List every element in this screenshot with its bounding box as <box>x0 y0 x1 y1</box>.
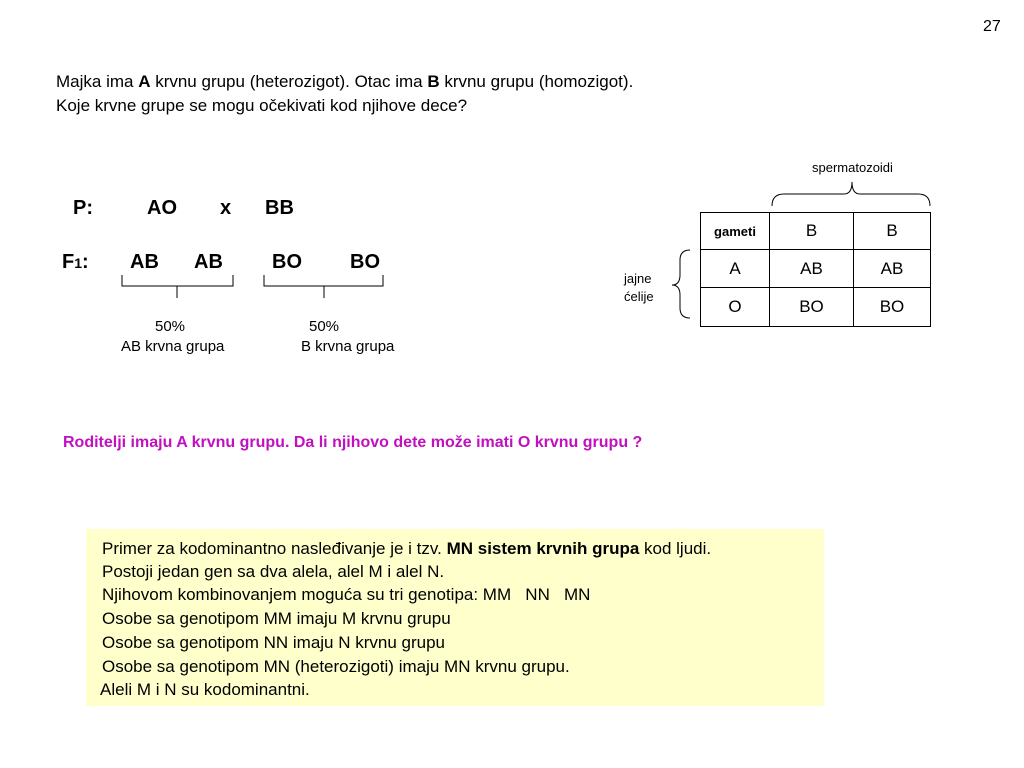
group1-percent: 50% <box>155 318 186 335</box>
info-line-1-part-2: kod ljudi. <box>639 539 712 558</box>
info-box <box>86 529 824 706</box>
offspring-4: BO <box>350 251 380 273</box>
question-part-2: krvnu grupu (heterozigot). Otac ima <box>150 72 428 91</box>
parent1-genotype: AO <box>147 197 177 219</box>
curly-brace-top <box>772 182 930 206</box>
info-line-6: Osobe sa genotipom MN (heterozigoti) imaju MN krvnu grupu. <box>102 657 570 676</box>
punnett-cell: AB <box>770 250 854 288</box>
mother-blood-group: A <box>138 72 151 91</box>
punnett-row <box>701 288 931 327</box>
p-label: P: <box>73 197 93 219</box>
info-line-1-part-1: Primer za kodominantno nasleđivanje je i tzv. <box>102 539 447 558</box>
punnett-cell: BO <box>770 288 854 327</box>
punnett-corner: gameti <box>701 213 770 250</box>
punnett-cell: AB <box>854 250 931 288</box>
punnett-row <box>701 250 931 288</box>
curly-brace-side <box>672 250 690 318</box>
follow-up-question: Roditelji imaju A krvnu grupu. Da li njihovo dete može imati O krvnu grupu ? <box>63 434 643 451</box>
question-line-2: Koje krvne grupe se mogu očekivati kod njihove dece? <box>56 96 468 115</box>
offspring-2: AB <box>194 251 223 273</box>
group1-label: AB krvna grupa <box>121 338 225 355</box>
offspring-1: AB <box>130 251 159 273</box>
info-line-1 <box>102 539 711 559</box>
punnett-row-header: A <box>701 250 770 288</box>
parent2-genotype: BB <box>265 197 294 219</box>
father-blood-group: B <box>427 72 440 91</box>
info-line-5: Osobe sa genotipom NN imaju N krvnu grupu <box>102 633 445 652</box>
cross-symbol: x <box>220 197 232 219</box>
offspring-3: BO <box>272 251 302 273</box>
info-line-7: Aleli M i N su kodominantni. <box>100 680 310 699</box>
punnett-header-row <box>701 213 931 250</box>
bracket-group-1 <box>122 275 233 298</box>
punnett-cell: BO <box>854 288 931 327</box>
info-line-2: Postoji jedan gen sa dva alela, alel M i alel N. <box>102 562 445 581</box>
egg-cells-label-line-1: jajne <box>624 271 652 286</box>
sperm-label: spermatozoidi <box>812 160 893 175</box>
group2-percent: 50% <box>309 318 340 335</box>
f1-label-colon: : <box>82 251 89 273</box>
egg-cells-label-line-2: ćelije <box>624 289 654 304</box>
punnett-col-header: B <box>854 213 931 250</box>
bracket-group-2 <box>264 275 383 298</box>
f1-label-sub: 1 <box>74 255 83 271</box>
info-line-3: Njihovom kombinovanjem moguća su tri genotipa: MM NN MN <box>102 585 591 604</box>
info-line-1-bold: MN sistem krvnih grupa <box>446 539 640 558</box>
f1-label-main: F <box>62 251 75 273</box>
page-number: 27 <box>983 18 1001 35</box>
egg-cells-label <box>624 270 654 306</box>
info-line-4: Osobe sa genotipom MM imaju M krvnu grupu <box>102 609 451 628</box>
punnett-square <box>700 212 931 327</box>
question-part-3: krvnu grupu (homozigot). <box>439 72 634 91</box>
punnett-col-header: B <box>770 213 854 250</box>
group2-label: B krvna grupa <box>301 338 395 355</box>
question-part-1: Majka ima <box>56 72 139 91</box>
punnett-row-header: O <box>701 288 770 327</box>
